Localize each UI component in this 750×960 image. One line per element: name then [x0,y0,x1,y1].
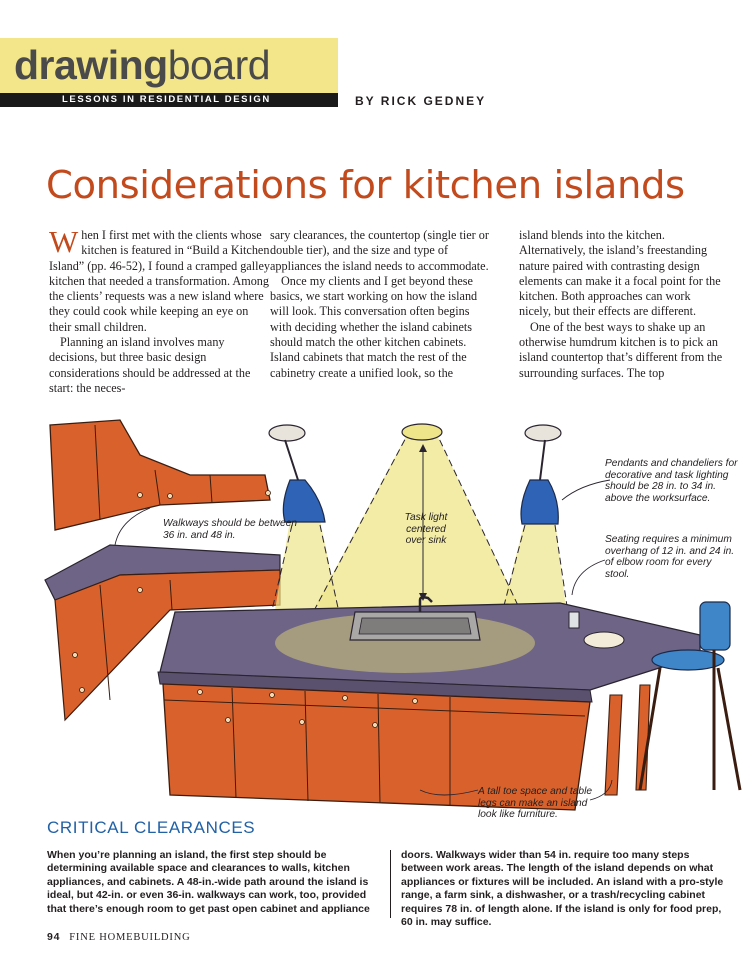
sidebar-title: CRITICAL CLEARANCES [47,818,256,837]
brand-bold: drawing [14,42,168,88]
page-footer [47,931,191,943]
sidebar-text-left: When you’re planning an island, the first step should be determining available space and clearances to walls, kitchen appliances, and cabinets. A 48-in.-wide path around the island is ideal, but 42-in. or even 36-in. walkways can work, too, provided that there’s enough room to get past open cabinet and appliance [47,849,370,915]
byline: BY RICK GEDNEY [355,94,487,108]
column-divider [390,850,391,918]
paragraph-text: hen I first met with the clients whose kitchen is featured in “Build a Kitchen Island” (pp. 46-52), I found a cramped galley kitchen that needed a transformation. Among the clients’ requests was a new island where they could cook while keeping an eye on their small children. [49,228,270,334]
paragraph: sary clearances, the countertop (single tier or double tier), and the size and type of appliances the island needs to accommodate. [270,228,489,273]
body-column-1 [49,224,271,396]
body-column-3 [519,228,723,381]
body-column-2 [270,228,492,381]
pendant-light-left [269,425,325,522]
callout-walkways: Walkways should be between 36 in. and 48 in. [163,518,298,541]
callout-toe-space: A tall toe space and table legs can make an island look like furniture. [478,786,593,821]
glass-icon [569,612,579,628]
paragraph: Once my clients and I get beyond these basics, we start working on how the island will look. This conversation often begins with deciding whether the island cabinets should match the other kitchen cabinets. Island cabinets that match the rest of the cabinetry create a unified look, so the [270,273,478,380]
paragraph [49,224,271,335]
article-title: Considerations for kitchen islands [46,163,685,208]
publication-name: FINE HOMEBUILDING [69,932,191,943]
callout-task-light: Task light centered over sink [404,512,448,547]
paragraph: island blends into the kitchen. Alternatively, the island’s freestanding nature paired with contrasting design elements can make it a focal point for the kitchen. Both approaches can work nicely, but their effects are different. [519,228,721,319]
callout-seating: Seating requires a minimum overhang of 12 in. and 24 in. of elbow room for every stool. [605,534,735,580]
paragraph: One of the best ways to shake up an otherwise humdrum kitchen is to pick an island countertop that’s different from the surrounding surfaces. The top [519,319,723,380]
page-number: 94 [47,931,61,943]
sidebar-text-right: doors. Walkways wider than 54 in. require too many steps between work areas. The length of the island depends on what appliances or fixtures will be included. An island with a pro-style range, a farm sink, a dishwasher, or a trash/recycling cabinet requires 78 in. of length alone. If the island is only for food prep, 60 in. may suffice. [401,849,724,929]
drop-cap: W [49,224,79,259]
plate-icon [584,632,624,648]
pendant-light-right [521,425,561,524]
ceiling-light-icon [402,424,442,440]
brand-light: board [167,42,271,88]
upper-cabinets [50,420,271,530]
callout-pendants: Pendants and chandeliers for decorative and task lighting should be 28 in. to 34 in. above the worksurface. [605,458,738,504]
tagline: LESSONS IN RESIDENTIAL DESIGN [0,93,338,107]
paragraph: Planning an island involves many decisions, but three basic design considerations should be addressed at the start: the neces- [49,335,251,395]
section-logo [14,42,270,88]
